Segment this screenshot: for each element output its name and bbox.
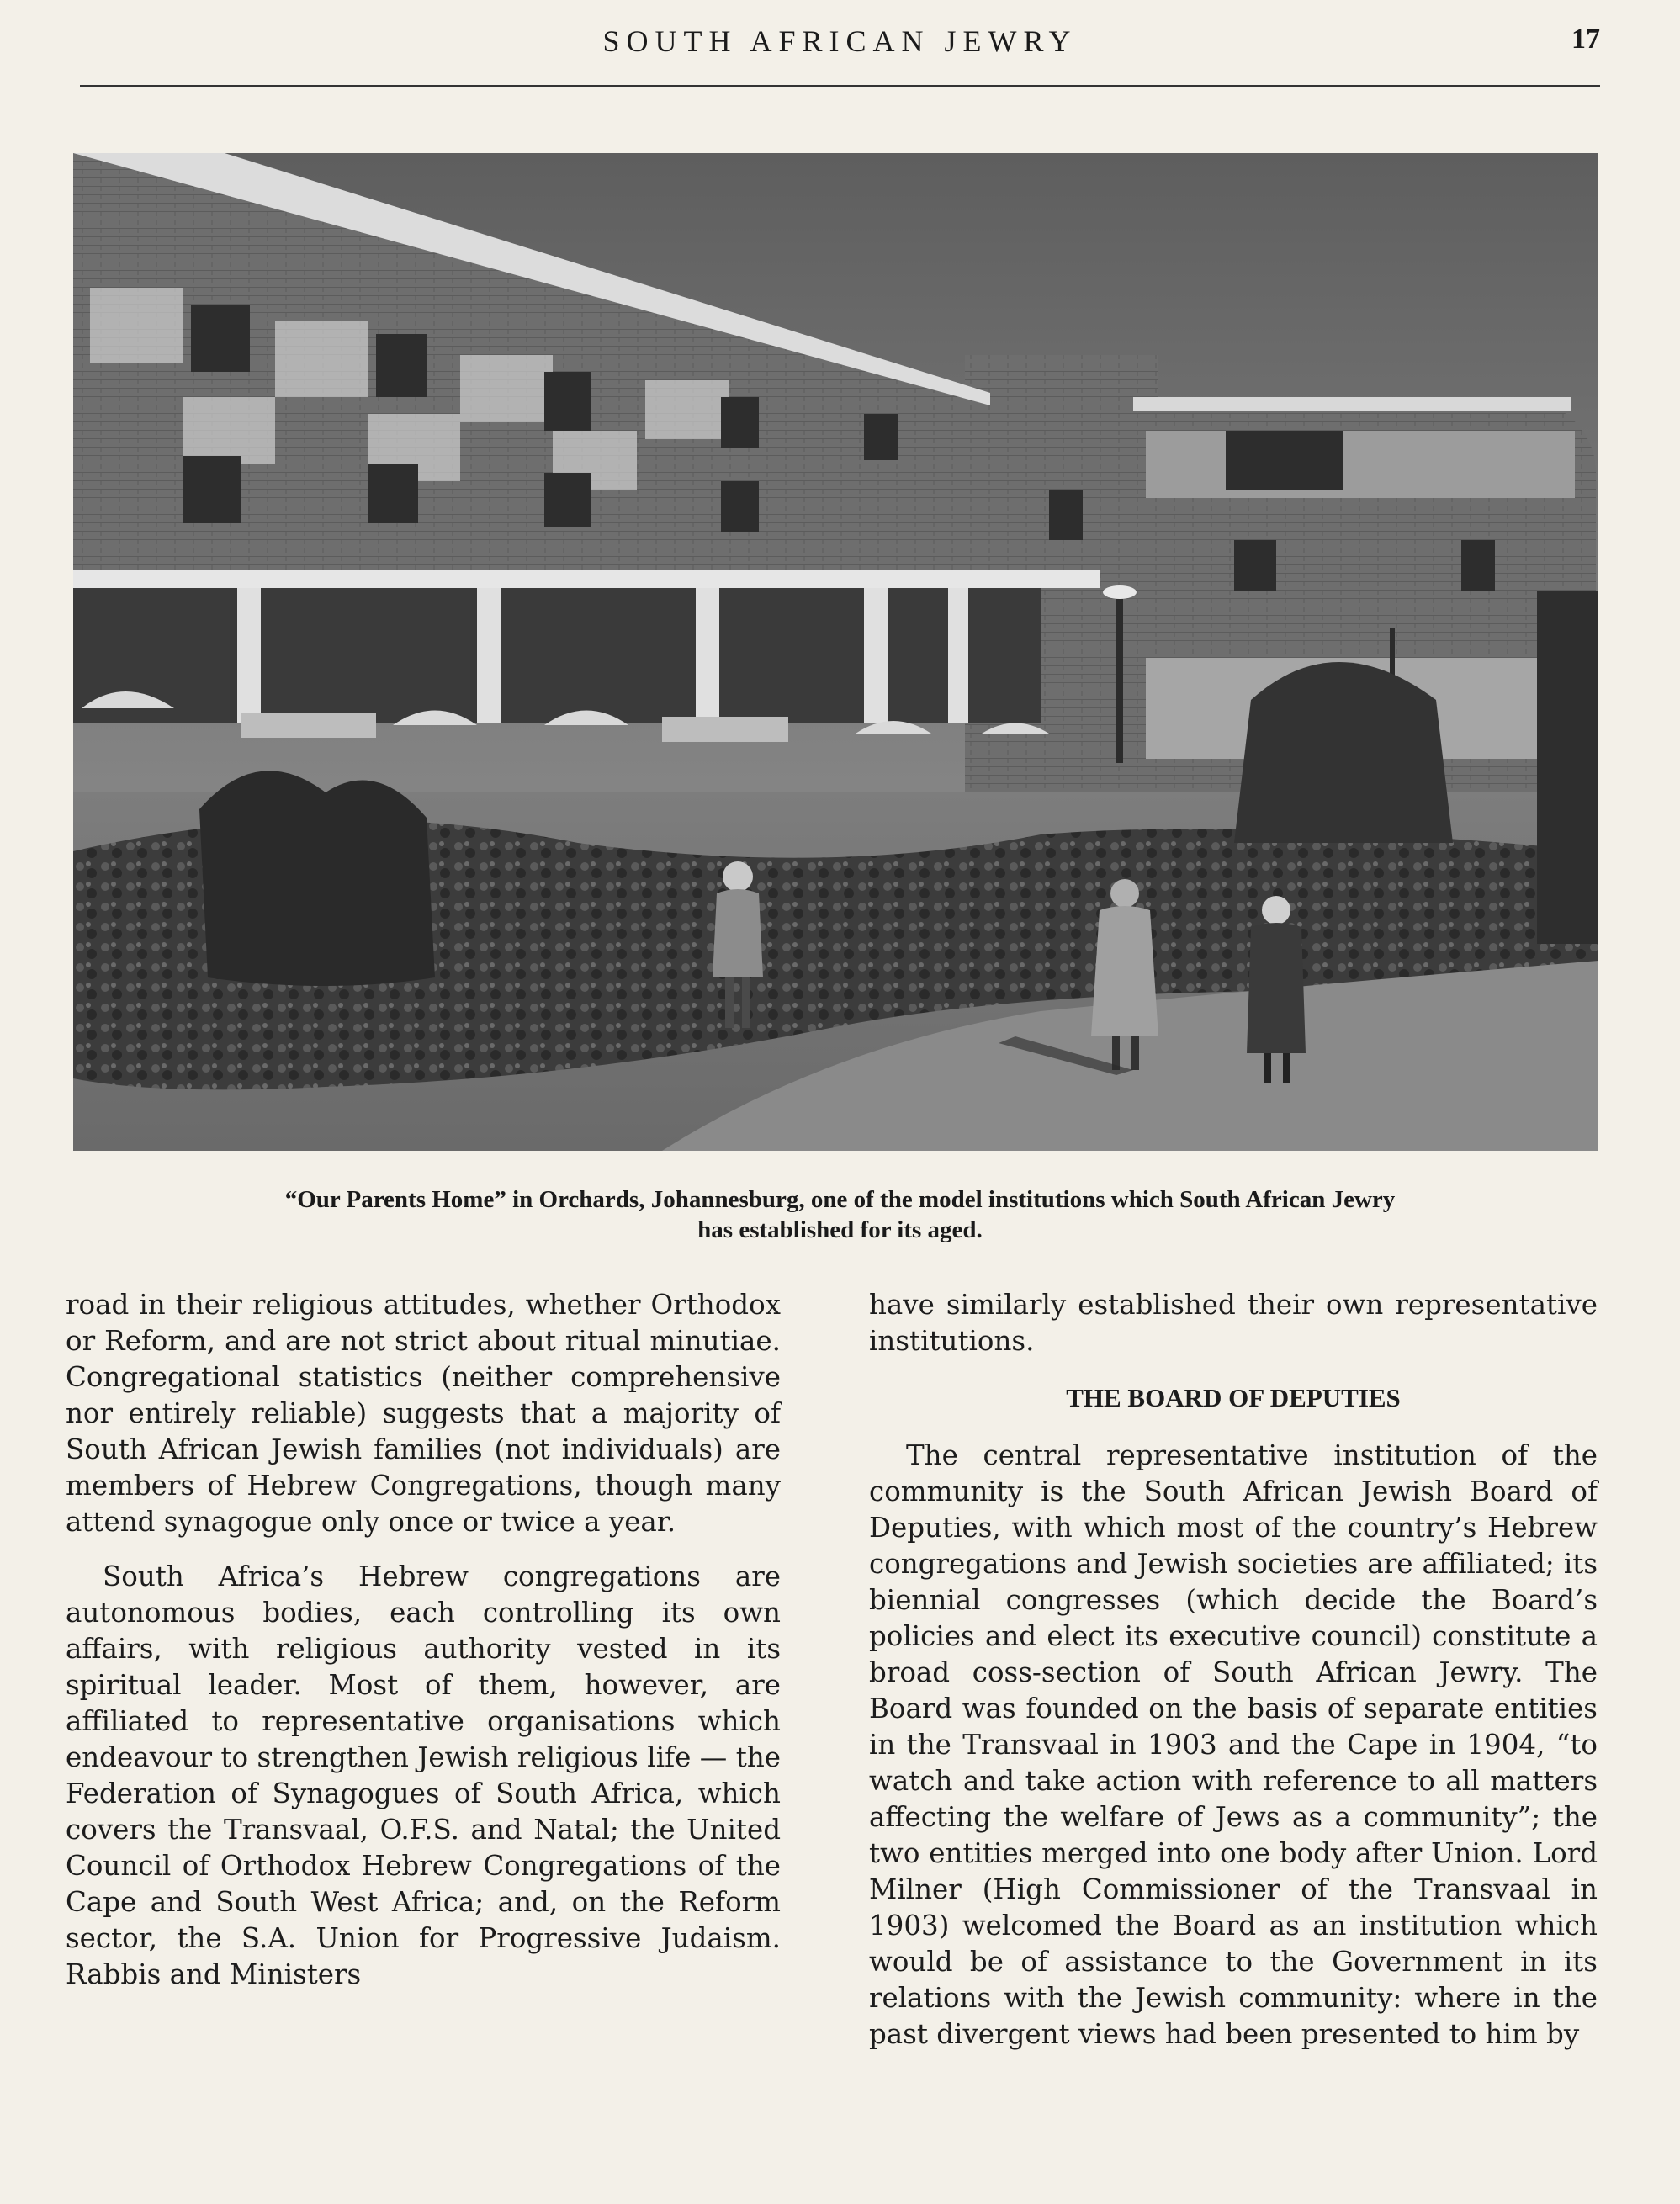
right-column — [869, 1287, 1598, 2053]
photo-caption — [80, 1184, 1600, 1245]
left-column — [66, 1287, 781, 1993]
building-photograph — [73, 153, 1598, 1151]
section-heading: THE BOARD OF DEPUTIES — [1066, 1383, 1401, 1412]
right-paragraph-1: have similarly established their own representative institutions. — [869, 1289, 1598, 1357]
canopy — [73, 570, 1100, 588]
header-rule — [80, 85, 1600, 87]
page-number: 17 — [1571, 24, 1600, 55]
left-paragraph-2: South Africa’s Hebrew congregations are autonomous bodies, each controlling its own affairs, with religious authority vested in its spiritual leader. Most of them, however, are affiliated to representative organisations which endeavour to strengthen Jewish religious life — the Federation of Synagogues of South Africa, which covers the Transvaal, O.F.S. and Natal; the United Council of Orthodox Hebrew Congregations of the Cape and South West Africa; and, on the Reform sector, the S.A. Union for Progressive Judaism. Rabbis and Ministers — [66, 1560, 781, 1990]
running-title: SOUTH AFRICAN JEWRY — [602, 24, 1078, 58]
right-paragraph-2: The central representative institution of the community is the South African Jewish Board of Deputies, with which most of the country’s Hebrew congregations and Jewish societies are affiliated; its biennial congresses (which decide the Board’s policies and elect its executive council) constitute a broad coss-section of South African Jewry. The Board was founded on the basis of separate entities in the Transvaal in 1903 and the Cape in 1904, “to watch and take action with reference to all matters affecting the welfare of Jews as a community”; the two entities merged into one body after Union. Lord Milner (High Commissioner of the Transvaal in 1903) welcomed the Board as an institution which would be of assistance to the Government in its relations with the Jewish community: where in the past divergent views had been presented to him by — [869, 1439, 1598, 2050]
photo-illustration — [73, 153, 1598, 1151]
caption-line-1: “Our Parents Home” in Orchards, Johannesburg, one of the model institutions which South African Jewry — [284, 1186, 1396, 1213]
left-paragraph-1: road in their religious attitudes, whether Orthodox or Reform, and are not strict about ritual minutiae. Congregational statistics (neither comprehensive nor entirely reliable) suggests that a majority of South African Jewish families (not individuals) are members of Hebrew Congregations, though many attend synagogue only once or twice a year. — [66, 1289, 781, 1538]
caption-line-2: has established for its aged. — [697, 1216, 983, 1243]
running-head — [80, 24, 1600, 64]
